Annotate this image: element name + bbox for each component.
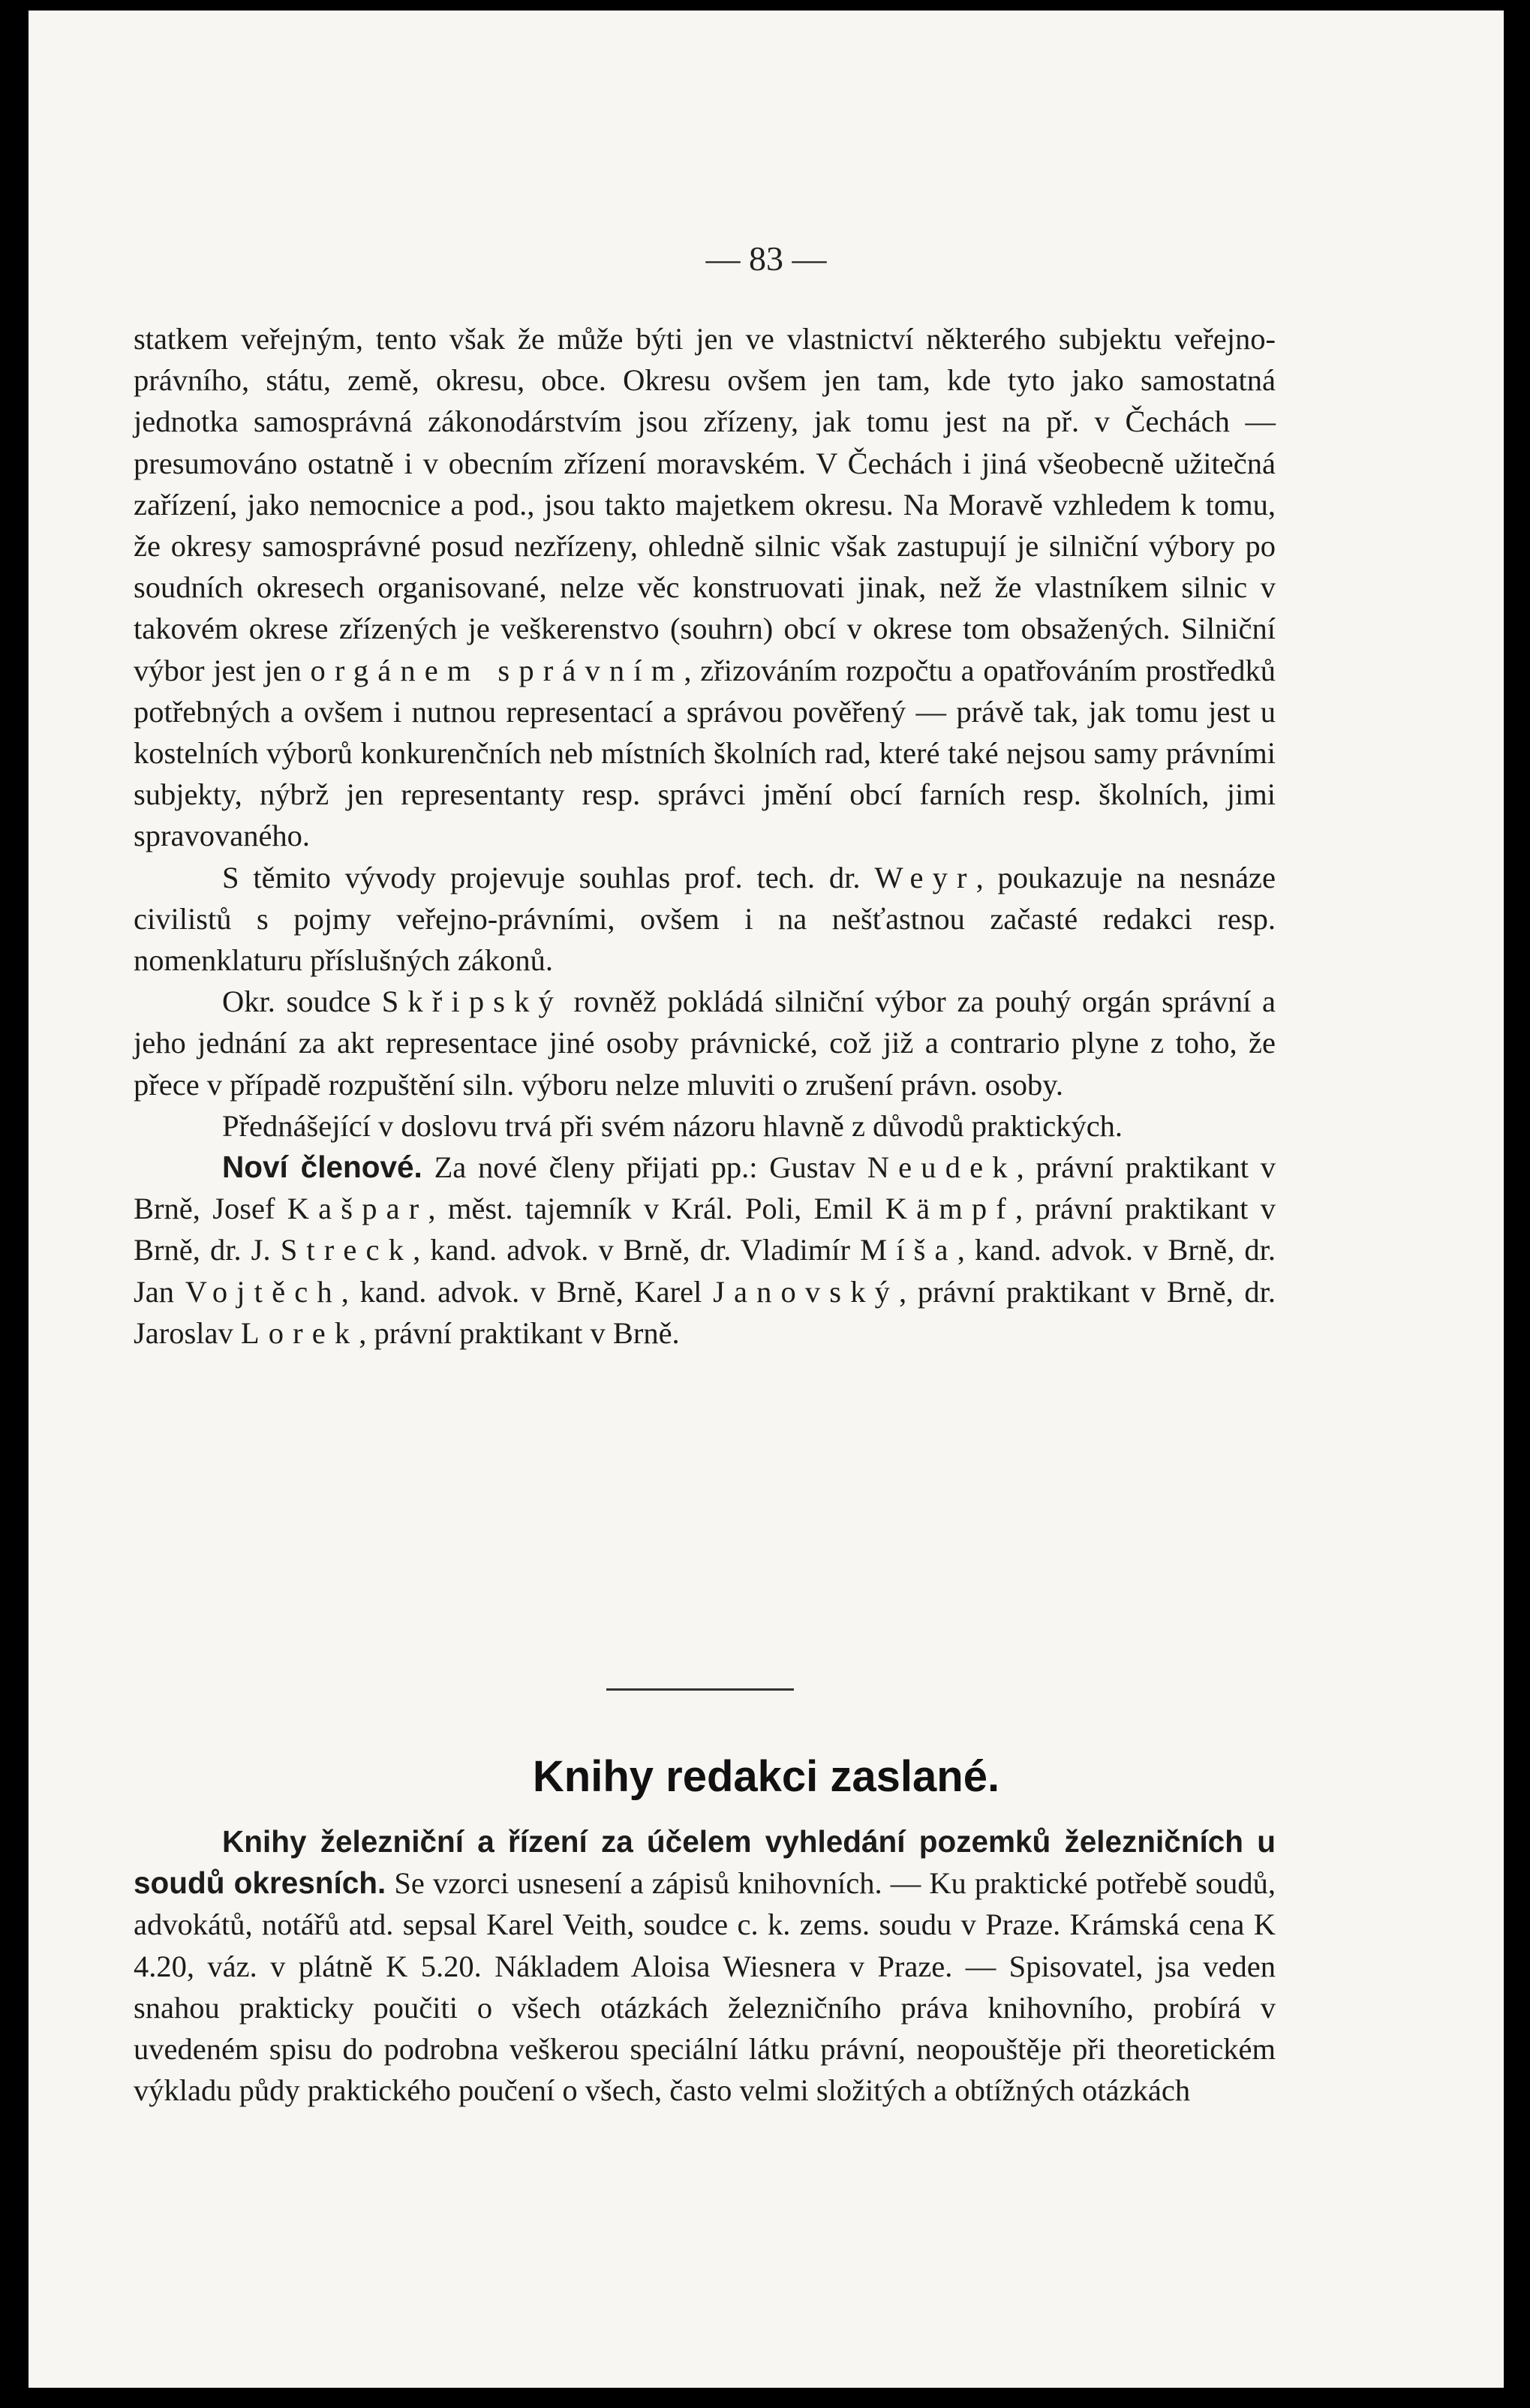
paragraph-new-members: Noví členové. Za nové členy přijati pp.: Gustav Neudek, právní praktikant v Brně, Josef Kašpar, měst. tajemník v Král. Poli, Emil Kämpf, právní praktikant v Brně, dr. J. Streck, kand. advok. v Brně, dr. Vladimír Míša, kand. advok. v Brně, dr. Jan Vojtěch, kand. advok. v Brně, Karel Janovský, právní praktikant v Brně, dr. Jaroslav Lorek, právní praktikant v Brně. (134, 1150, 1276, 1350)
page-number: — 83 — (705, 239, 827, 278)
member-name: Streck (280, 1233, 413, 1267)
member-name: Janovský (713, 1274, 900, 1309)
member-name: Míša (860, 1233, 957, 1267)
section-heading: Knihy redakci zaslané. (532, 1752, 1000, 1801)
book-review (134, 1821, 1276, 2111)
section-divider (606, 1688, 794, 1691)
member-name: Kämpf (885, 1192, 1015, 1226)
paragraph-skripsky: Okr. soudce Skřipský rovněž pokládá silniční výbor za pouhý orgán správní a jeho jednání za akt representace jiné osoby právnické, což již a contrario plyne z toho, že přece v případě rozpuštění siln. výboru nelze mluviti o zrušení právn. osoby. (134, 985, 1276, 1102)
paragraph-lecturer: Přednášející v doslovu trvá při svém názoru hlavně z důvodů praktických. (222, 1108, 1123, 1143)
member-name: Kašpar (287, 1192, 428, 1226)
new-members-label: Noví členové. (222, 1150, 422, 1185)
paragraph-road-ownership: statkem veřejným, tento však že může býti jen ve vlastnictví některého subjektu veřejno-právního, státu, země, okresu, obce. Okresu ovšem jen tam, kde tyto jako samostatná jednotka samosprávná zákonodárstvím jsou zřízeny, jak tomu jest na př. v Čechách — presumováno ostatně i v obecním zřízení moravském. V Čechách i jiná všeobecně užitečná zařízení, jako nemocnice a pod., jsou takto majetkem okresu. Na Moravě vzhledem k tomu, že okresy samosprávné posud nezřízeny, ohledně silnic však zastupují je silniční výbory po soudních okresech organisované, nelze věc konstruovati jinak, než že vlastníkem silnic v takovém okrese zřízených je veškerenstvo (souhrn) obcí v okrese tom obsažených. Silniční výbor jest jen orgánem správním, zřizováním rozpočtu a opatřováním prostředků potřebných a ovšem i nutnou representací a správou pověřený — právě tak, jak tomu jest u kostelních výborů konkurenčních neb místních školních rad, které také nejsou samy právními subjekty, nýbrž jen representanty resp. správci jmění obcí farních resp. školních, jimi spravovaného. (134, 322, 1276, 853)
member-name: Vojtěch (185, 1274, 341, 1309)
name-weyr: Weyr (874, 860, 976, 894)
book-page (29, 11, 1504, 2388)
paragraph-weyr: S těmito vývody projevuje souhlas prof. tech. dr. Weyr, poukazuje na nesnáze civilistů s pojmy veřejno-právními, ovšem i na nešťastnou začasté redakci resp. nomenklaturu příslušných zákonů. (134, 860, 1276, 978)
paragraph-book-review: Knihy železniční a řízení za účelem vyhledání pozemků železničních u soudů okresních. Se vzorci usnesení a zápisů knihovních. — Ku praktické potřebě soudů, advokátů, notářů atd. sepsal Karel Veith, soudce c. k. zems. soudu v Praze. Krámská cena K 4.20, váz. v plátně K 5.20. Nákladem Aloisa Wiesnera v Praze. — Spisovatel, jsa veden snahou prakticky poučiti o všech otázkách železničního práva knihovního, probírá v uvedeném spisu do podrobna veškerou speciální látku právní, neopouštěje při theoretickém výkladu půdy praktického poučení o všech, často velmi složitých a obtížných otázkách (134, 1824, 1276, 2108)
name-skripsky: Skřipský (381, 985, 563, 1019)
spaced-emphasis: orgánem správním (310, 653, 684, 687)
member-name: Neudek (867, 1150, 1017, 1185)
main-text (134, 318, 1276, 1354)
member-name: Lorek (240, 1315, 359, 1350)
book-title: Knihy železniční a řízení za účelem vyhledání pozemků železničních u soudů okresních. (134, 1824, 1276, 1901)
